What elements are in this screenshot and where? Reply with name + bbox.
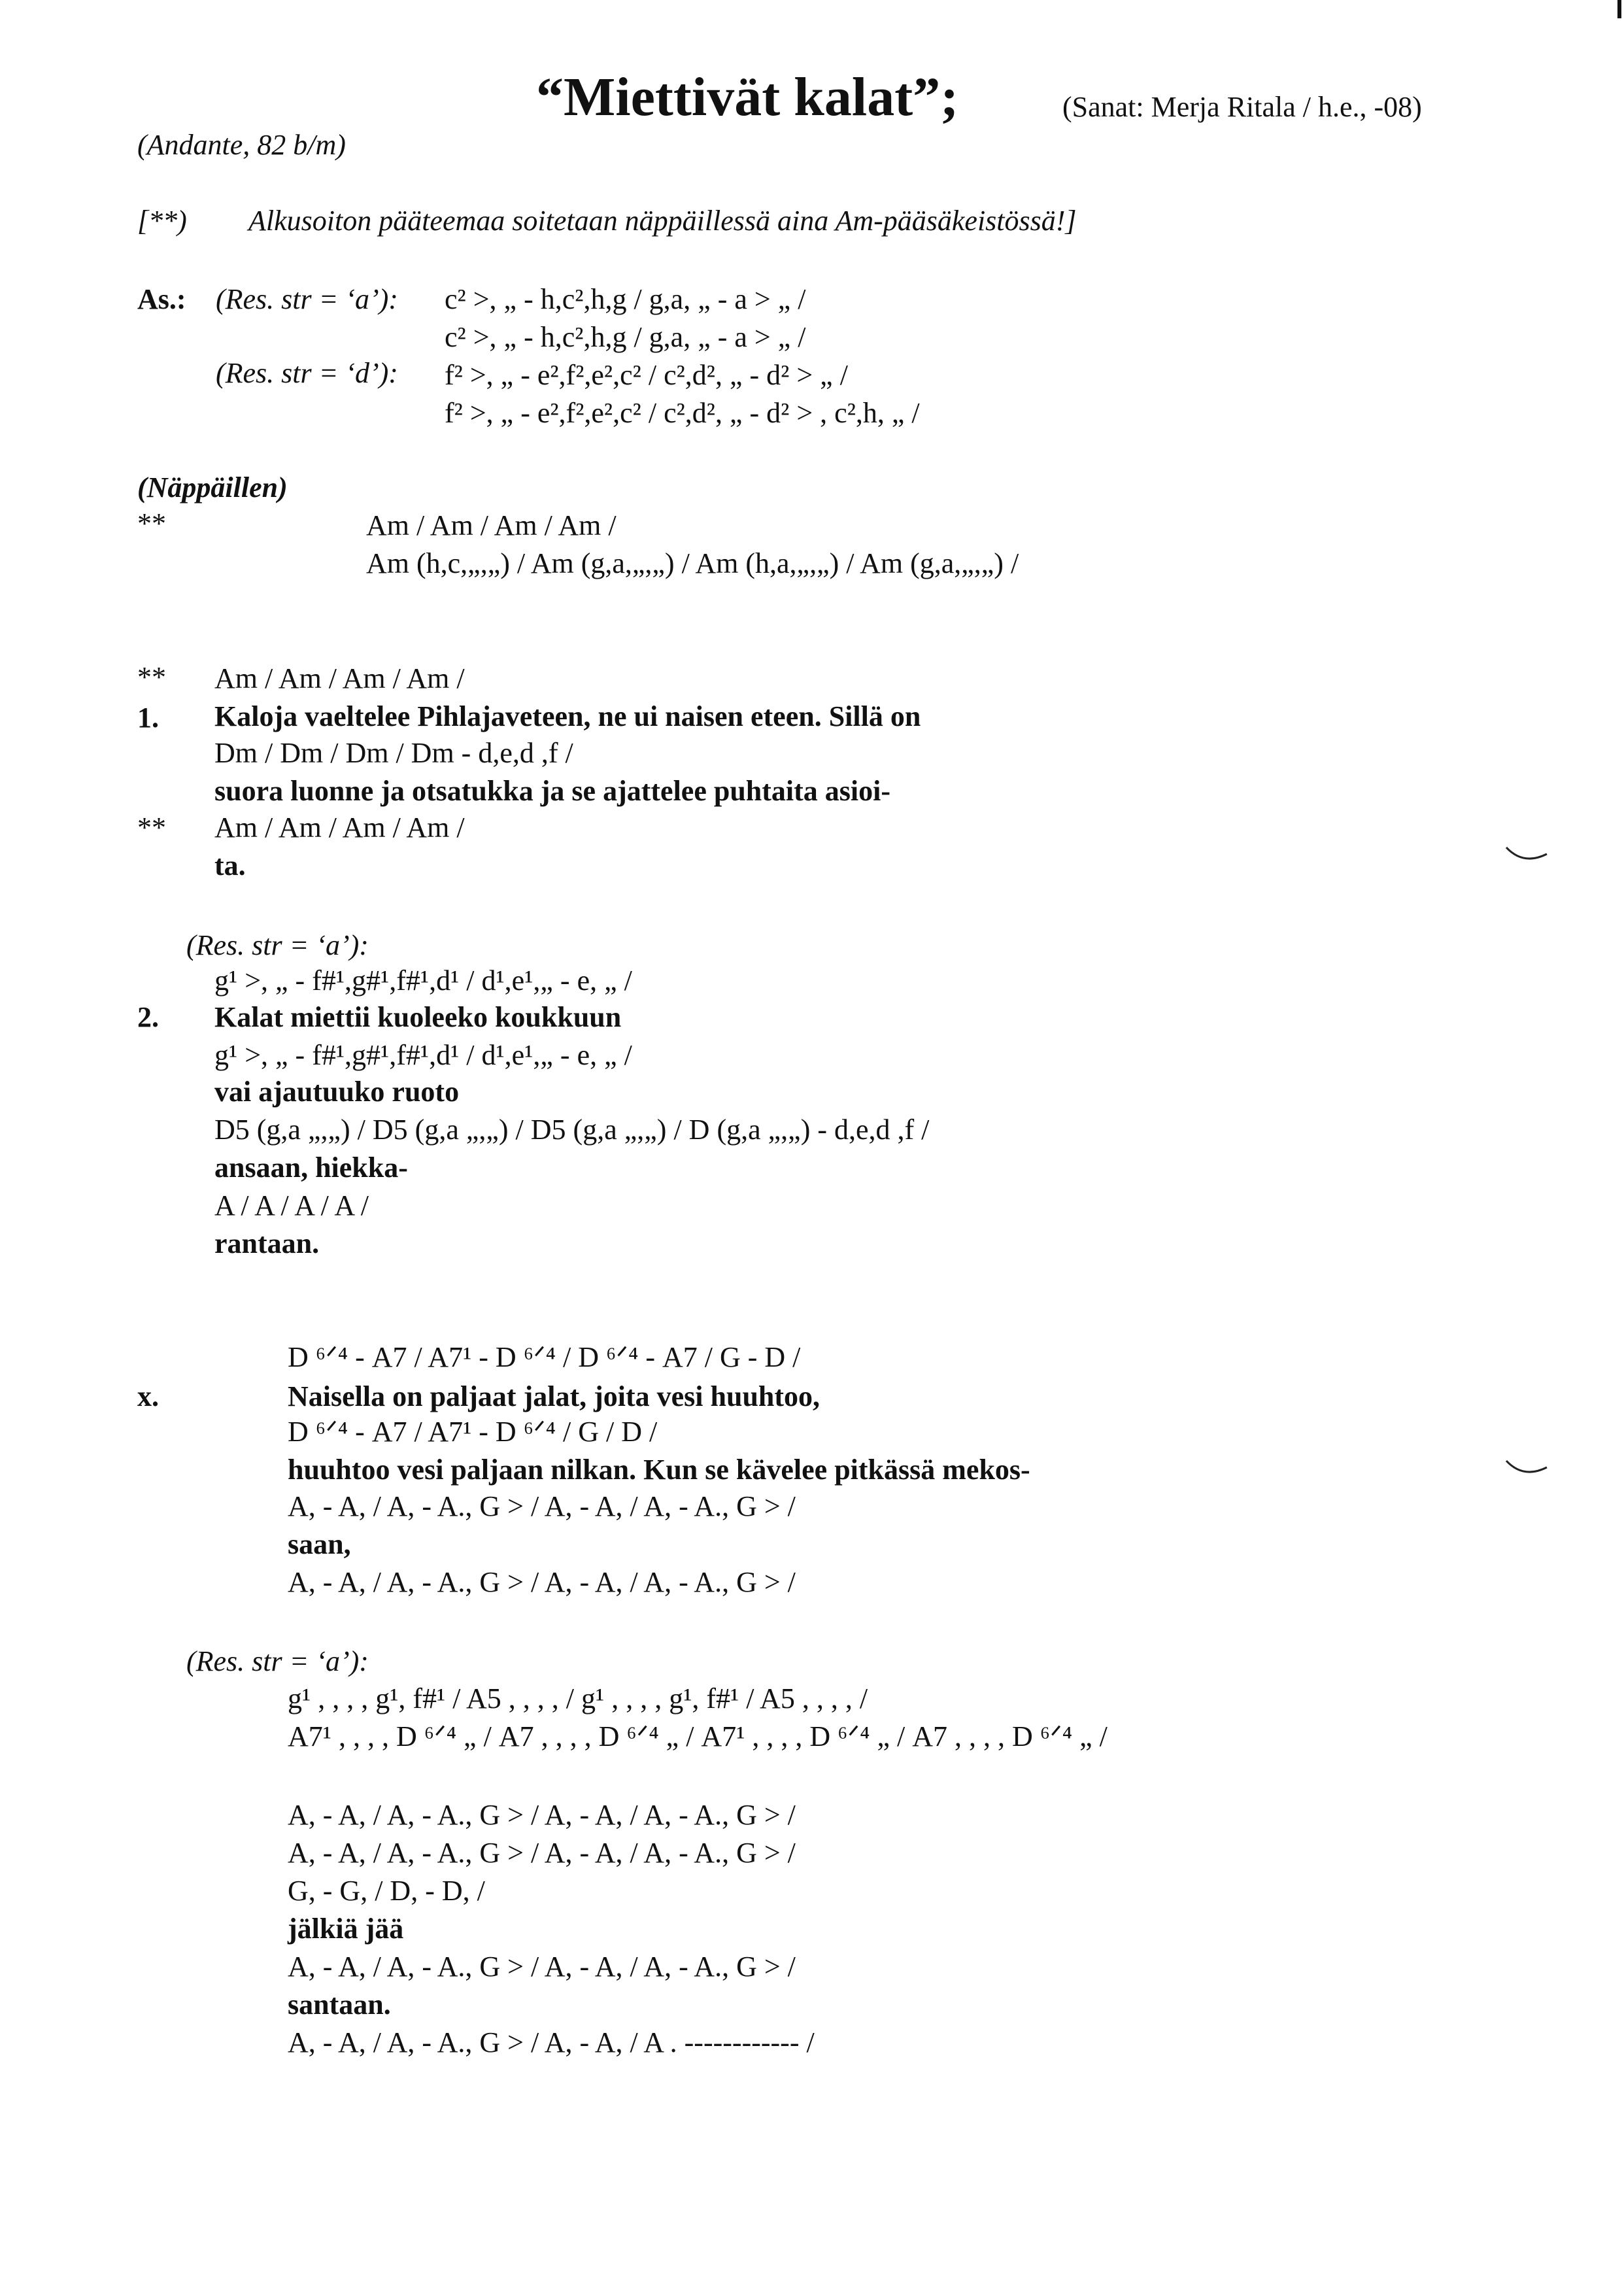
- chord-line: Am / Am / Am / Am /: [214, 662, 465, 694]
- intro-line: c² >, „ - h,c²,h,g / g,a, „ - a > „ /: [445, 283, 806, 315]
- lyric-line: jälkiä jää: [288, 1913, 404, 1945]
- lyric-line: Kaloja vaeltelee Pihlajaveteen, ne ui naisen eteen. Sillä on: [214, 700, 921, 732]
- intro-line: f² >, „ - e²,f²,e²,c² / c²,d², „ - d² > „ /: [445, 359, 848, 391]
- lyric-line: saan,: [288, 1528, 351, 1560]
- scan-edge: [1617, 0, 1621, 18]
- chord-line: g¹ >, „ - f#¹,g#¹,f#¹,d¹ / d¹,e¹,„ - e, „ /: [214, 964, 632, 997]
- song-title: “Miettivät kalat”;: [536, 67, 959, 128]
- tempo-marking: (Andante, 82 b/m): [137, 129, 346, 161]
- chord-line: A, - A, / A, - A., G > / A, - A, / A, - A., G > /: [288, 1566, 796, 1598]
- page-turn-mark: [1504, 844, 1549, 870]
- lyric-line: ansaan, hiekka-: [214, 1152, 408, 1184]
- lyric-line: vai ajautuuko ruoto: [214, 1076, 460, 1108]
- lyric-line: suora luonne ja otsatukka ja se ajattelee puhtaita asioi-: [214, 775, 891, 807]
- section-marker: **: [137, 661, 166, 693]
- intro-line: f² >, „ - e²,f²,e²,c² / c²,d², „ - d² > , c²,h, „ /: [445, 397, 920, 429]
- verse2-res: (Res. str = ‘a’):: [186, 929, 369, 961]
- chord-line: A / A / A / A /: [214, 1189, 369, 1221]
- page-turn-mark: [1504, 1457, 1549, 1483]
- nappaillen-heading: (Näppäillen): [137, 471, 288, 503]
- chord-line: D ⁶ᐟ⁴ - A7 / A7¹ - D ⁶ᐟ⁴ / G / D /: [288, 1416, 658, 1448]
- lyric-line: ta.: [214, 849, 246, 881]
- lyric-line: Kalat miettii kuoleeko koukkuun: [214, 1001, 622, 1033]
- lyric-line: rantaan.: [214, 1227, 320, 1259]
- verse-number: 1.: [137, 702, 159, 734]
- note-marker: [**): [137, 205, 187, 237]
- chord-line: G, - G, / D, - D, /: [288, 1875, 485, 1907]
- chord-line: D5 (g,a „,„) / D5 (g,a „,„) / D5 (g,a „,„) / D (g,a „,„) - d,e,d ,f /: [214, 1114, 930, 1146]
- performance-note: Alkusoiton pääteemaa soitetaan näppäillessä aina Am-pääsäkeistössä!]: [248, 205, 1077, 237]
- chord-line: Am (h,c,„,„) / Am (g,a,„,„) / Am (h,a,„,„) / Am (g,a,„,„) /: [366, 547, 1019, 579]
- chord-line: A7¹ , , , , D ⁶ᐟ⁴ „ / A7 , , , , D ⁶ᐟ⁴ „ / A7¹ , , , , D ⁶ᐟ⁴ „ / A7 , , , , D ⁶ᐟ⁴ „ /: [288, 1720, 1108, 1752]
- verse-number: x.: [137, 1380, 159, 1412]
- chord-line: A, - A, / A, - A., G > / A, - A, / A, - A., G > /: [288, 1490, 796, 1522]
- section-marker: **: [137, 811, 166, 844]
- verse-number: 2.: [137, 1001, 159, 1033]
- chord-line: D ⁶ᐟ⁴ - A7 / A7¹ - D ⁶ᐟ⁴ / D ⁶ᐟ⁴ - A7 / G - D /: [288, 1341, 801, 1373]
- intro-label: As.:: [137, 283, 186, 315]
- chord-line: g¹ >, „ - f#¹,g#¹,f#¹,d¹ / d¹,e¹,„ - e, „ /: [214, 1039, 632, 1071]
- chord-line: g¹ , , , , g¹, f#¹ / A5 , , , , / g¹ , , , , g¹, f#¹ / A5 , , , , /: [288, 1682, 868, 1714]
- song-credits: (Sanat: Merja Ritala / h.e., -08): [1062, 91, 1422, 123]
- section-marker: **: [137, 507, 166, 539]
- intro-line: c² >, „ - h,c²,h,g / g,a, „ - a > „ /: [445, 321, 806, 353]
- outro-res: (Res. str = ‘a’):: [186, 1645, 369, 1677]
- chord-line: Am / Am / Am / Am /: [214, 811, 465, 844]
- chord-line: A, - A, / A, - A., G > / A, - A, / A, - A., G > /: [288, 1799, 796, 1831]
- lyric-line: Naisella on paljaat jalat, joita vesi huuhtoo,: [288, 1380, 820, 1412]
- chord-line: A, - A, / A, - A., G > / A, - A, / A . ------------ /: [288, 2026, 815, 2058]
- intro-res-a: (Res. str = ‘a’):: [216, 283, 398, 315]
- chord-line: Dm / Dm / Dm / Dm - d,e,d ,f /: [214, 737, 573, 769]
- intro-res-d: (Res. str = ‘d’):: [216, 357, 398, 389]
- chord-line: Am / Am / Am / Am /: [366, 509, 617, 541]
- lyric-line: santaan.: [288, 1988, 391, 2021]
- chord-line: A, - A, / A, - A., G > / A, - A, / A, - A., G > /: [288, 1951, 796, 1983]
- lyric-line: huuhtoo vesi paljaan nilkan. Kun se kävelee pitkässä mekos-: [288, 1454, 1030, 1486]
- chord-line: A, - A, / A, - A., G > / A, - A, / A, - A., G > /: [288, 1837, 796, 1869]
